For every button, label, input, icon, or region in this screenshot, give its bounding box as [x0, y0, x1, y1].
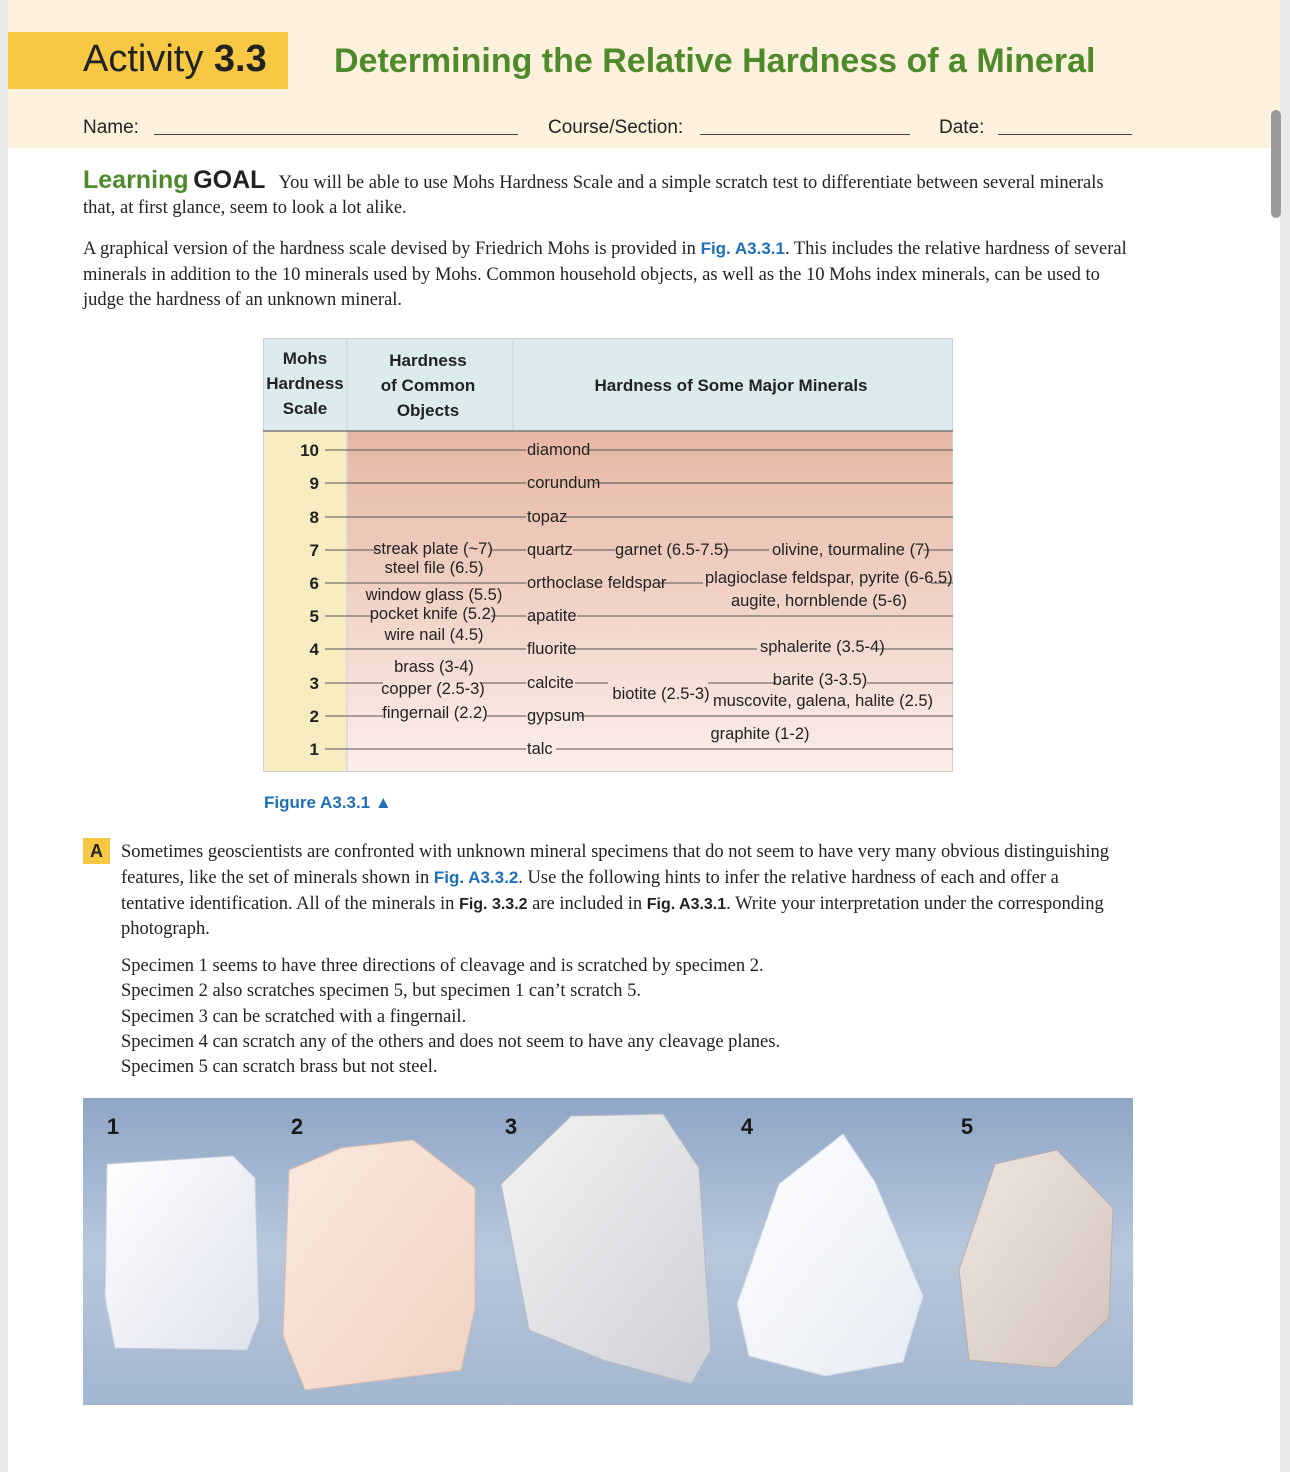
date-label: Date:	[939, 117, 985, 138]
col-scale-head-3: Scale	[282, 399, 328, 418]
col-scale-head-1: Mohs	[282, 349, 328, 368]
specimen-2-crystal	[283, 1140, 475, 1390]
scale-column-bg	[263, 431, 347, 771]
col-objects-head-1: Hardness	[389, 351, 467, 370]
mineral-fluorite: fluorite	[527, 640, 577, 658]
intro-paragraph	[83, 236, 1128, 314]
mohs-hardness-chart	[263, 338, 953, 772]
part-a-text-4: . Write your interpretation under the corresponding photograph.	[121, 893, 1104, 939]
activity-number: 3.3	[213, 38, 267, 80]
specimen-label-3: 3	[504, 1114, 518, 1139]
mineral-sphalerite: sphalerite (3.5-4)	[760, 638, 885, 656]
mineral-corundum: corundum	[527, 474, 601, 492]
object-streak-plate: streak plate (~7)	[373, 540, 493, 558]
activity-word: Activity	[83, 38, 204, 80]
figure-link-a331[interactable]: Fig. A3.3.1	[700, 239, 785, 258]
hint-specimen-5: Specimen 5 can scratch brass but not steel.	[121, 1057, 438, 1078]
mineral-barite: barite (3-3.5)	[772, 671, 868, 689]
figure-link-a332[interactable]: Fig. A3.3.2	[433, 868, 519, 888]
part-a-badge: A	[83, 838, 110, 864]
activity-title: Determining the Relative Hardness of a Mineral	[334, 42, 1096, 80]
col-objects-head-2: of Common	[380, 376, 476, 395]
scale-value-8: 8	[309, 508, 319, 527]
name-field[interactable]	[154, 134, 518, 135]
part-a-text-2: . Use the following hints to infer the relative hardness of each and offer a tentative identification. All of the minerals in	[121, 868, 1059, 914]
hint-specimen-2: Specimen 2 also scratches specimen 5, but specimen 1 can’t scratch 5.	[121, 981, 642, 1002]
figure-caption: Figure A3.3.1 ▲	[264, 793, 392, 812]
course-field[interactable]	[700, 134, 910, 135]
object-fingernail: fingernail (2.2)	[382, 704, 488, 722]
course-label: Course/Section:	[548, 117, 684, 138]
mineral-orthoclase: orthoclase feldspar	[527, 574, 667, 592]
scale-value-5: 5	[309, 607, 319, 626]
specimen-1-crystal	[105, 1156, 259, 1350]
col-scale-head-2: Hardness	[266, 374, 344, 393]
mineral-gypsum: gypsum	[527, 707, 585, 725]
part-a-text-1: Sometimes geoscientists are confronted with unknown mineral specimens that do not seem to have very many obvious distinguishing features, like the set of minerals shown in	[121, 842, 1110, 889]
scale-value-9: 9	[309, 474, 319, 493]
scale-value-3: 3	[309, 674, 319, 693]
mineral-muscovite: muscovite, galena, halite (2.5)	[712, 692, 934, 710]
object-window-glass: window glass (5.5)	[365, 586, 503, 604]
specimen-hints	[121, 954, 1121, 1080]
object-steel-file: steel file (6.5)	[384, 559, 484, 577]
vertical-scrollbar[interactable]	[1271, 110, 1281, 218]
object-brass: brass (3-4)	[394, 658, 474, 676]
hint-specimen-3: Specimen 3 can be scratched with a fingernail.	[121, 1006, 467, 1027]
scale-value-10: 10	[300, 441, 319, 460]
learning-goal-label-1: Learning	[83, 166, 189, 194]
mineral-plagioclase: plagioclase feldspar, pyrite (6-6.5)	[705, 569, 953, 587]
mineral-talc: talc	[527, 740, 553, 758]
mineral-topaz: topaz	[527, 508, 568, 526]
intro-text-2: . This includes the relative hardness of several minerals in addition to the 10 minerals used by Mohs. Common household objects, as well as the 10 Mohs index minerals, can be used to judge the hardness of an unknown mineral.	[83, 239, 1127, 310]
object-pocket-knife: pocket knife (5.2)	[369, 605, 497, 623]
date-field[interactable]	[998, 134, 1132, 135]
specimen-label-5: 5	[960, 1114, 974, 1139]
learning-goal-label-2: GOAL	[193, 166, 266, 194]
scale-value-1: 1	[309, 740, 319, 759]
mineral-augite: augite, hornblende (5-6)	[730, 592, 908, 610]
mineral-biotite: biotite (2.5-3)	[612, 685, 710, 703]
mineral-apatite: apatite	[527, 607, 577, 625]
col-objects-head-3: Objects	[396, 401, 460, 420]
mineral-quartz: quartz	[527, 541, 573, 559]
hint-specimen-4: Specimen 4 can scratch any of the others and does not seem to have any cleavage planes.	[121, 1031, 781, 1052]
learning-goal-text: You will be able to use Mohs Hardness Scale and a simple scratch test to differentiate between several minerals that, at first glance, seem to look a lot alike.	[83, 173, 1104, 218]
intro-text-1: A graphical version of the hardness scale devised by Friedrich Mohs is provided in	[83, 239, 701, 259]
specimen-label-1: 1	[106, 1114, 120, 1139]
hint-specimen-1: Specimen 1 seems to have three directions of cleavage and is scratched by specimen 2.	[121, 956, 764, 976]
scale-value-4: 4	[309, 640, 319, 659]
scale-value-2: 2	[309, 707, 319, 726]
specimen-label-4: 4	[740, 1114, 754, 1139]
specimen-photo	[83, 1098, 1133, 1405]
activity-label	[83, 38, 267, 81]
mineral-calcite: calcite	[527, 674, 574, 692]
figure-ref-332: Fig. 3.3.2	[459, 895, 528, 913]
part-a-instructions	[121, 840, 1121, 942]
scale-value-7: 7	[309, 541, 319, 560]
mineral-graphite: graphite (1-2)	[710, 725, 810, 743]
specimen-label-2: 2	[290, 1114, 304, 1139]
mineral-garnet: garnet (6.5-7.5)	[615, 541, 729, 559]
object-wire-nail: wire nail (4.5)	[384, 626, 484, 644]
worksheet-page	[8, 0, 1280, 1472]
mineral-diamond: diamond	[527, 441, 591, 459]
name-label: Name:	[83, 117, 139, 138]
object-copper: copper (2.5-3)	[381, 680, 485, 698]
learning-goal	[83, 168, 1123, 221]
mineral-olivine: olivine, tourmaline (7)	[772, 541, 930, 559]
col-minerals-head: Hardness of Some Major Minerals	[594, 376, 868, 395]
part-a-text-3: are included in	[527, 893, 647, 914]
scale-value-6: 6	[309, 574, 319, 593]
header-band	[8, 0, 1280, 148]
figure-ref-a331: Fig. A3.3.1	[646, 895, 727, 913]
